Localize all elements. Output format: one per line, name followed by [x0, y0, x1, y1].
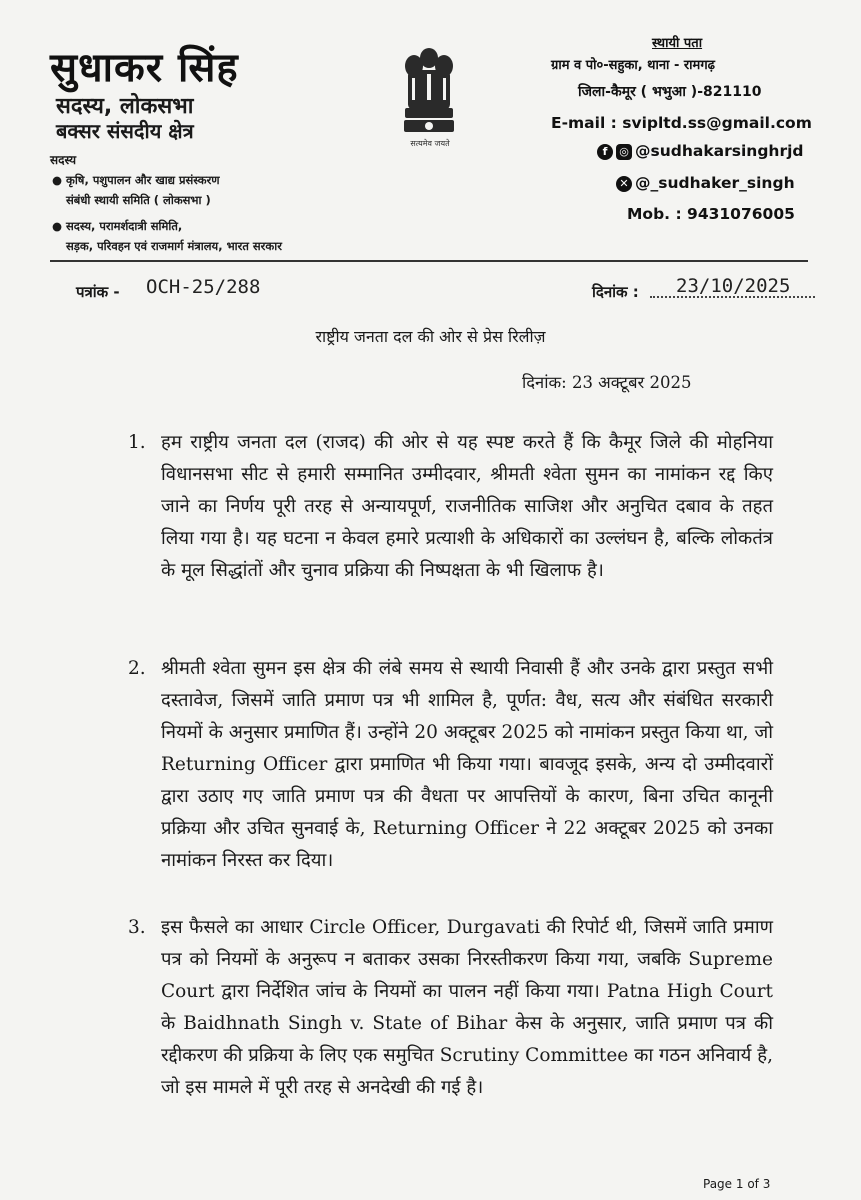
social-handle: @sudhakarsinghrjd — [635, 142, 804, 160]
reference-label: पत्रांक - — [76, 283, 120, 301]
x-icon: ✕ — [616, 176, 632, 192]
committee-line: कृषि, पशुपालन और खाद्य प्रसंस्करण — [66, 173, 220, 187]
social-handle-facebook-instagram — [597, 142, 804, 160]
committee-line: संबंधी स्थायी समिति ( लोकसभा ) — [66, 193, 211, 207]
instagram-icon: ◎ — [616, 144, 632, 160]
reference-number: OCH-25/288 — [146, 276, 261, 298]
email-text: E-mail : svipltd.ss@gmail.com — [551, 114, 812, 132]
committee-line: सड़क, परिवहन एवं राजमार्ग मंत्रालय, भारत सरकार — [66, 239, 282, 253]
page-number: Page 1 of 3 — [703, 1177, 771, 1191]
point-text: हम राष्ट्रीय जनता दल (राजद) की ओर से यह स्पष्ट करते हैं कि कैमूर जिले की मोहनिया विधानसभा सीट से हमारी सम्मानित उम्मीदवार, श्रीमती श्वेता सुमन का नामांकन रद्द किए जाने का निर्णय पूरी तरह से अन्यायपूर्ण, राजनीतिक साजिश और अनुचित दबाव के तहत लिया गया है। यह घटना न केवल हमारे प्रत्याशी के अधिकारों का उल्लंघन है, बल्कि लोकतंत्र के मूल सिद्धांतों और चुनाव प्रक्रिया की निष्पक्षता के भी खिलाफ है। — [161, 432, 773, 581]
member-label: सदस्य — [50, 153, 77, 167]
social-handle-x — [616, 174, 795, 192]
press-release-date: दिनांक: 23 अक्टूबर 2025 — [522, 373, 692, 392]
committee-item — [52, 170, 220, 210]
point-text: श्रीमती श्वेता सुमन इस क्षेत्र की लंबे समय से स्थायी निवासी हैं और उनके द्वारा प्रस्तुत सभी दस्तावेज, जिसमें जाति प्रमाण पत्र भी शामिल है, पूर्णत: वैध, सत्य और संबंधित सरकारी नियमों के अनुसार प्रमाणित हैं। उन्होंने 20 अक्टूबर 2025 को नामांकन प्रस्तुत किया था, जो Returning Officer द्वारा प्रमाणित भी किया गया। बावजूद इसके, अन्य दो उम्मीदवारों द्वारा उठाए गए जाति प्रमाण पत्र की वैधता पर आपत्तियों के कारण, बिना उचित कानूनी प्रक्रिया और उचित सुनवाई के, Returning Officer ने 22 अक्टूबर 2025 को उनका नामांकन निरस्त कर दिया। — [161, 658, 773, 871]
address-line: जिला-कैमूर ( भभुआ )-821110 — [578, 84, 762, 100]
emblem-motto: सत्यमेव जयते — [410, 139, 450, 148]
sender-designation: सदस्य, लोकसभा — [56, 94, 194, 119]
bullet-icon: ● — [52, 219, 63, 233]
date-value: 23/10/2025 — [676, 275, 791, 297]
bullet-icon: ● — [52, 173, 63, 187]
sender-name: सुधाकर सिंह — [50, 45, 239, 91]
committee-item — [52, 216, 282, 256]
date-label: दिनांक : — [592, 283, 639, 301]
press-release-title: राष्ट्रीय जनता दल की ओर से प्रेस रिलीज़ — [315, 327, 546, 346]
address-heading: स्थायी पता — [652, 36, 703, 51]
point-text: इस फैसले का आधार Circle Officer, Durgavati की रिपोर्ट थी, जिसमें जाति प्रमाण पत्र को नियमों के अनुरूप न बताकर उसका निरस्तीकरण किया गया, जबकि Supreme Court द्वारा निर्देशित जांच के नियमों का पालन नहीं किया गया। Patna High Court के Baidhnath Singh v. State of Bihar केस के अनुसार, जाति प्रमाण पत्र की रद्दीकरण की प्रक्रिया के लिए एक समुचित Scrutiny Committee का गठन अनिवार्य है, जो इस मामले में पूरी तरह से अनदेखी की गई है। — [161, 917, 773, 1098]
point-number: 1. — [128, 432, 146, 453]
address-line: ग्राम व पो०-सहुका, थाना - रामगढ़ — [551, 58, 715, 73]
point-number: 2. — [128, 658, 146, 679]
committee-line: सदस्य, परामर्शदात्री समिति, — [66, 219, 183, 233]
mobile-number: Mob. : 9431076005 — [627, 205, 795, 223]
facebook-icon: f — [597, 144, 613, 160]
sender-constituency: बक्सर संसदीय क्षेत्र — [56, 119, 194, 143]
point-number: 3. — [128, 917, 146, 938]
letterhead-divider — [50, 260, 808, 262]
social-handle: @_sudhaker_singh — [635, 174, 795, 192]
